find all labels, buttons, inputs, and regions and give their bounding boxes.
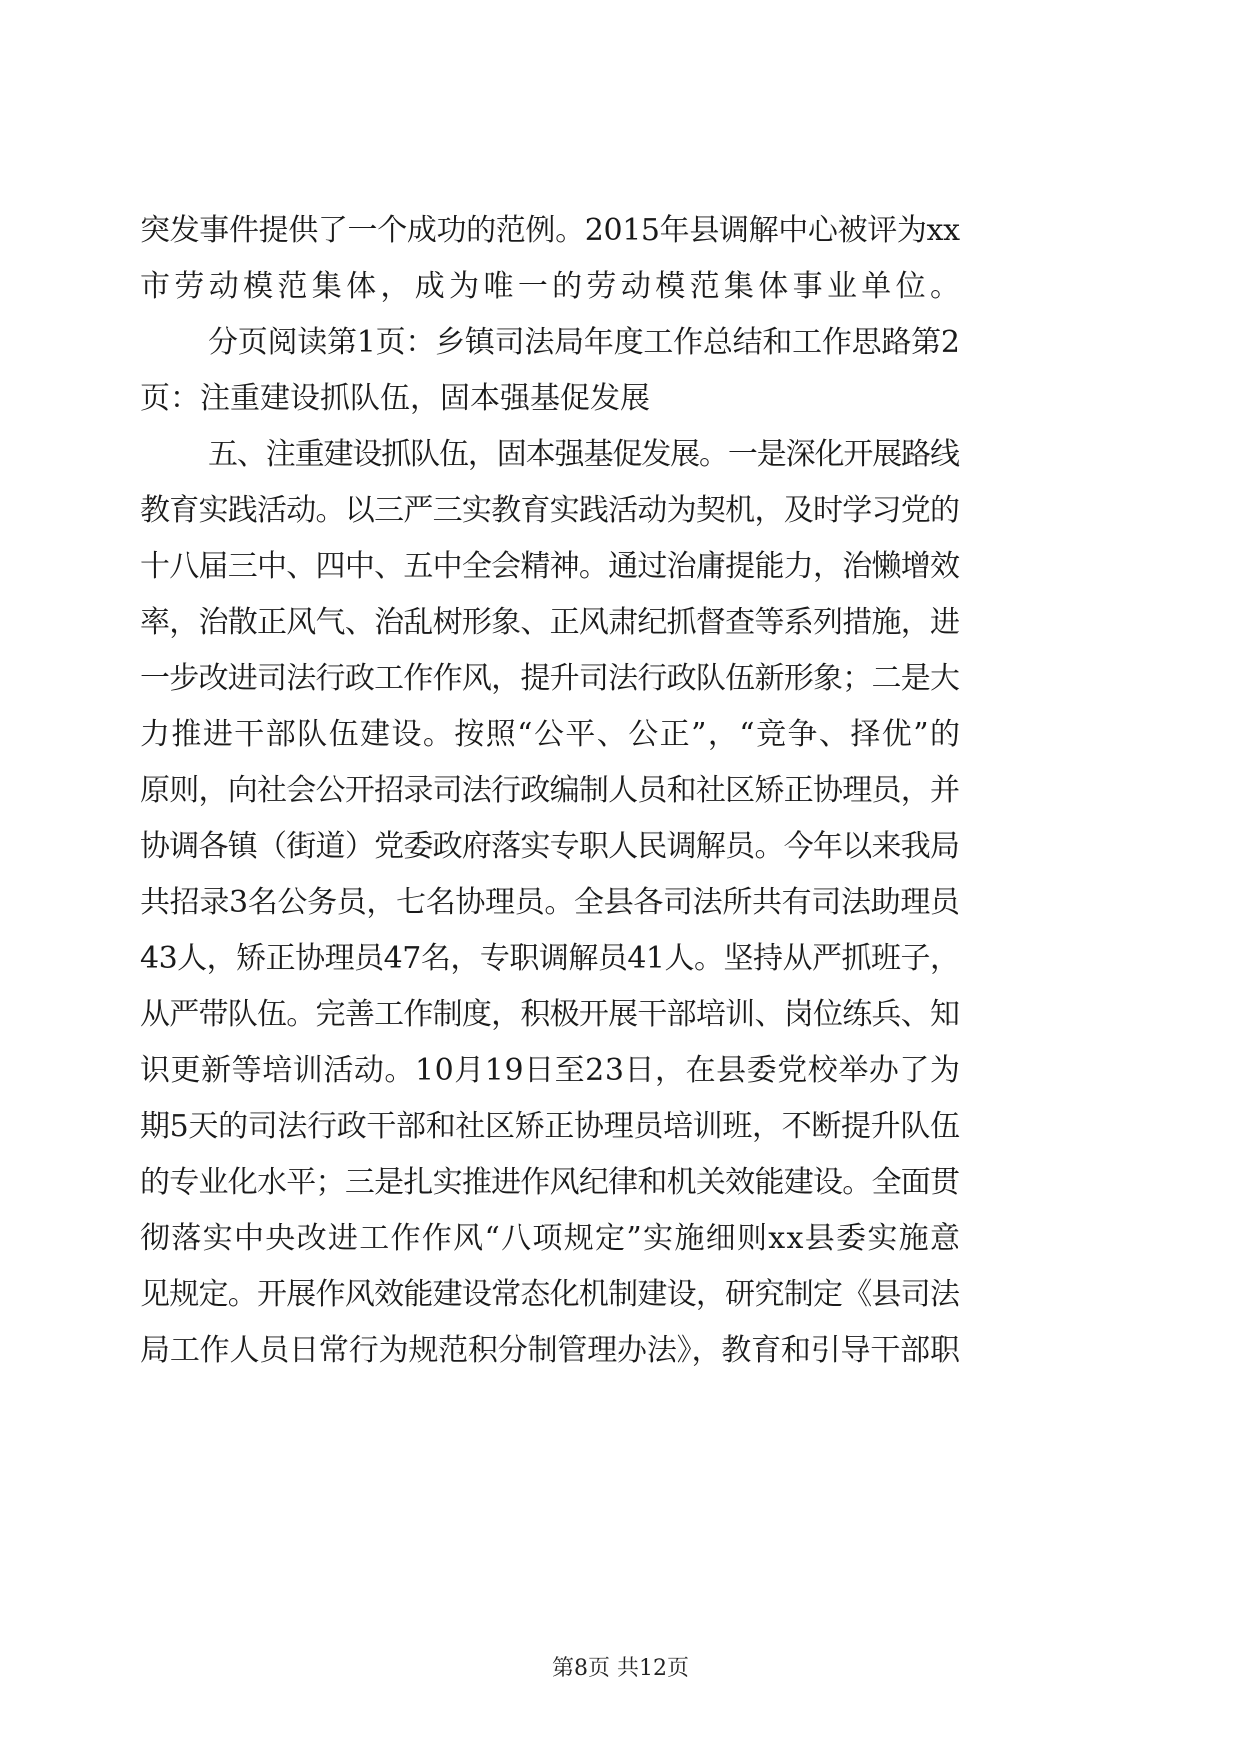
line-text: 共招录3名公务员，七名协理员。全县各司法所共有司法助理员 [140, 885, 960, 920]
line-text: 率，治散正风气、治乱树形象、正风肃纪抓督查等系列措施，进 [140, 605, 960, 640]
page-number-footer: 第8页 共12页 [552, 1656, 689, 1681]
line-text: 局工作人员日常行为规范积分制管理办法》，教育和引导干部职 [140, 1333, 960, 1368]
line-text: 力推进干部队伍建设。按照“公平、公正”，“竞争、择优”的 [140, 717, 962, 752]
line-text: 一步改进司法行政工作作风，提升司法行政队伍新形象；二是大 [140, 661, 960, 696]
line-text: 43人，矫正协理员47名，专职调解员41人。坚持从严抓班子， [140, 941, 960, 976]
line-text: 见规定。开展作风效能建设常态化机制建设，研究制定《县司法 [140, 1277, 960, 1312]
line-text: 市劳动模范集体，成为唯一的劳动模范集体事业单位。 [140, 269, 965, 304]
line-text: 期5天的司法行政干部和社区矫正协理员培训班，不断提升队伍 [140, 1109, 960, 1144]
line-text: 从严带队伍。完善工作制度，积极开展干部培训、岗位练兵、知 [140, 997, 960, 1032]
line-text: 分页阅读第1页：乡镇司法局年度工作总结和工作思路第2 [208, 325, 960, 360]
line-text: 五、注重建设抓队伍，固本强基促发展。一是深化开展路线 [208, 437, 959, 472]
line-text: 原则，向社会公开招录司法行政编制人员和社区矫正协理员，并 [140, 773, 960, 808]
line-text: 页：注重建设抓队伍，固本强基促发展 [140, 381, 650, 416]
line-text: 识更新等培训活动。10月19日至23日，在县委党校举办了为 [140, 1053, 961, 1088]
line-text: 彻落实中央改进工作作风“八项规定”实施细则xx县委实施意 [140, 1221, 962, 1256]
line-text: 教育实践活动。以三严三实教育实践活动为契机，及时学习党的 [140, 493, 960, 528]
line-text: 突发事件提供了一个成功的范例。2015年县调解中心被评为xx [140, 213, 960, 248]
line-text: 协调各镇（街道）党委政府落实专职人民调解员。今年以来我局 [140, 829, 960, 864]
line-text: 十八届三中、四中、五中全会精神。通过治庸提能力，治懒增效 [140, 549, 960, 584]
line-text: 的专业化水平；三是扎实推进作风纪律和机关效能建设。全面贯 [140, 1165, 960, 1200]
